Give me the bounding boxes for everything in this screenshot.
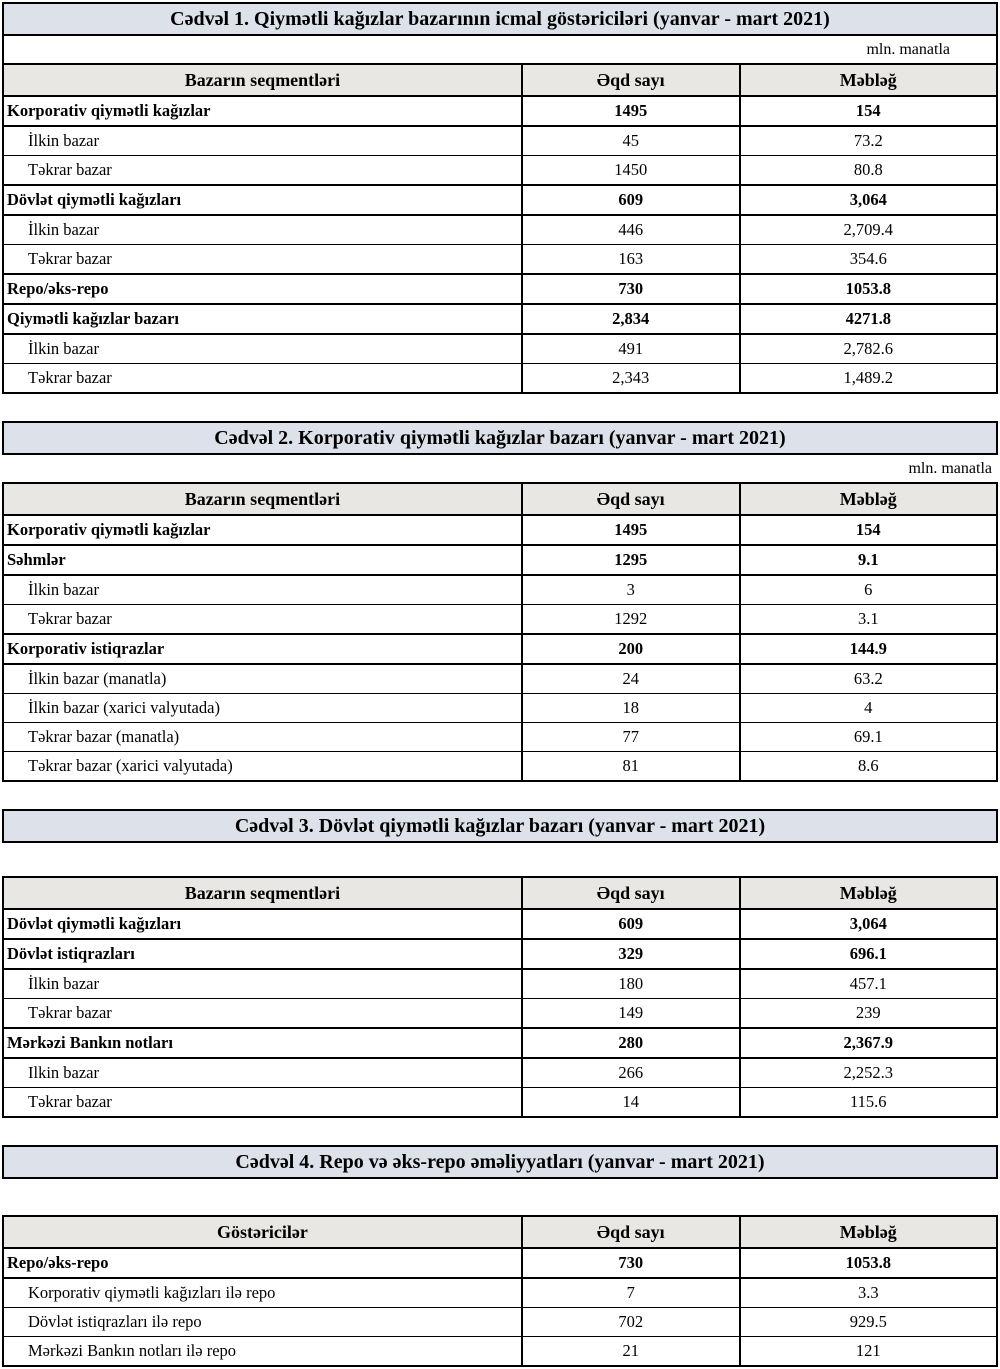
segment-label: Səhmlər <box>3 545 522 575</box>
column-header-indicators: Göstəricilər <box>3 1216 522 1248</box>
segment-label: Korporativ qiymətli kağızlar <box>3 96 522 126</box>
table-row <box>3 575 997 605</box>
segment-label: Qiymətli kağızlar bazarı <box>3 304 522 334</box>
deal-count-value: 1292 <box>522 605 740 635</box>
table-row <box>3 634 997 664</box>
amount-value: 354.6 <box>740 245 997 275</box>
deal-count-value: 81 <box>522 752 740 782</box>
deal-count-value: 200 <box>522 634 740 664</box>
deal-count-value: 280 <box>522 1028 740 1058</box>
table-row <box>3 939 997 969</box>
column-header-segments: Bazarın seqmentləri <box>3 877 522 909</box>
table-row <box>3 1088 997 1118</box>
amount-value: 3.1 <box>740 605 997 635</box>
table-row <box>3 664 997 694</box>
table-row <box>3 156 997 186</box>
column-header-segments: Bazarın seqmentləri <box>3 64 522 96</box>
amount-value: 154 <box>740 96 997 126</box>
spacer <box>2 843 998 876</box>
table2-units-note: mln. manatla <box>2 455 998 482</box>
amount-value: 121 <box>740 1337 997 1367</box>
segment-label: Təkrar bazar <box>3 1088 522 1118</box>
table-row <box>3 723 997 752</box>
table3-title: Cədvəl 3. Dövlət qiymətli kağızlar bazarı (yanvar - mart 2021) <box>2 809 998 843</box>
table1-title: Cədvəl 1. Qiymətli kağızlar bazarının icmal göstəriciləri (yanvar - mart 2021) <box>2 2 998 36</box>
amount-value: 3,064 <box>740 909 997 939</box>
deal-count-value: 1495 <box>522 96 740 126</box>
table-row <box>3 274 997 304</box>
deal-count-value: 730 <box>522 1248 740 1278</box>
column-header-segments: Bazarın seqmentləri <box>3 483 522 515</box>
table1-section <box>2 2 998 394</box>
column-header-amount: Məbləğ <box>740 877 997 909</box>
segment-label: Korporativ istiqrazlar <box>3 634 522 664</box>
amount-value: 1053.8 <box>740 274 997 304</box>
table2-title: Cədvəl 2. Korporativ qiymətli kağızlar bazarı (yanvar - mart 2021) <box>2 421 998 455</box>
column-header-amount: Məbləğ <box>740 483 997 515</box>
column-header-amount: Məbləğ <box>740 64 997 96</box>
amount-value: 3.3 <box>740 1278 997 1308</box>
table2-section <box>2 421 998 782</box>
amount-value: 696.1 <box>740 939 997 969</box>
table-row <box>3 1028 997 1058</box>
deal-count-value: 730 <box>522 274 740 304</box>
segment-label: İlkin bazar (xarici valyutada) <box>3 694 522 723</box>
table1-units-note: mln. manatla <box>2 36 998 63</box>
segment-label: Təkrar bazar (xarici valyutada) <box>3 752 522 782</box>
deal-count-value: 2,834 <box>522 304 740 334</box>
deal-count-value: 77 <box>522 723 740 752</box>
segment-label: Təkrar bazar <box>3 999 522 1029</box>
table-row <box>3 126 997 156</box>
segment-label: Mərkəzi Bankın notları ilə repo <box>3 1337 522 1367</box>
amount-value: 63.2 <box>740 664 997 694</box>
segment-label: Korporativ qiymətli kağızları ilə repo <box>3 1278 522 1308</box>
amount-value: 2,782.6 <box>740 334 997 364</box>
table-row <box>3 1278 997 1308</box>
table1 <box>2 63 998 394</box>
deal-count-value: 1295 <box>522 545 740 575</box>
segment-label: İlkin bazar <box>3 575 522 605</box>
column-header-amount: Məbləğ <box>740 1216 997 1248</box>
amount-value: 69.1 <box>740 723 997 752</box>
spacer <box>2 1179 998 1215</box>
table-row <box>3 1058 997 1088</box>
segment-label: Dövlət istiqrazları <box>3 939 522 969</box>
table3-header-row <box>3 877 997 909</box>
deal-count-value: 7 <box>522 1278 740 1308</box>
amount-value: 239 <box>740 999 997 1029</box>
deal-count-value: 3 <box>522 575 740 605</box>
deal-count-value: 609 <box>522 185 740 215</box>
deal-count-value: 45 <box>522 126 740 156</box>
column-header-deal-count: Əqd sayı <box>522 64 740 96</box>
segment-label: Dövlət qiymətli kağızları <box>3 909 522 939</box>
segment-label: Repo/əks-repo <box>3 274 522 304</box>
table-row <box>3 909 997 939</box>
amount-value: 2,367.9 <box>740 1028 997 1058</box>
table-row <box>3 1337 997 1367</box>
table-row <box>3 334 997 364</box>
segment-label: Mərkəzi Bankın notları <box>3 1028 522 1058</box>
amount-value: 144.9 <box>740 634 997 664</box>
amount-value: 73.2 <box>740 126 997 156</box>
deal-count-value: 609 <box>522 909 740 939</box>
table-row <box>3 1308 997 1337</box>
segment-label: Təkrar bazar <box>3 364 522 394</box>
amount-value: 2,709.4 <box>740 215 997 245</box>
segment-label: Təkrar bazar (manatla) <box>3 723 522 752</box>
table-row <box>3 245 997 275</box>
deal-count-value: 2,343 <box>522 364 740 394</box>
segment-label: Ilkin bazar <box>3 1058 522 1088</box>
column-header-deal-count: Əqd sayı <box>522 877 740 909</box>
amount-value: 2,252.3 <box>740 1058 997 1088</box>
deal-count-value: 163 <box>522 245 740 275</box>
table-row <box>3 515 997 545</box>
deal-count-value: 21 <box>522 1337 740 1367</box>
deal-count-value: 1495 <box>522 515 740 545</box>
segment-label: Dövlət istiqrazları ilə repo <box>3 1308 522 1337</box>
segment-label: Təkrar bazar <box>3 156 522 186</box>
table-row <box>3 752 997 782</box>
table-row <box>3 304 997 334</box>
deal-count-value: 24 <box>522 664 740 694</box>
amount-value: 457.1 <box>740 969 997 999</box>
amount-value: 8.6 <box>740 752 997 782</box>
amount-value: 154 <box>740 515 997 545</box>
table4-title: Cədvəl 4. Repo və əks-repo əməliyyatları (yanvar - mart 2021) <box>2 1145 998 1179</box>
segment-label: İlkin bazar <box>3 969 522 999</box>
deal-count-value: 446 <box>522 215 740 245</box>
amount-value: 1053.8 <box>740 1248 997 1278</box>
segment-label: Təkrar bazar <box>3 605 522 635</box>
table-row <box>3 605 997 635</box>
table-row <box>3 96 997 126</box>
column-header-deal-count: Əqd sayı <box>522 483 740 515</box>
table-row <box>3 364 997 394</box>
segment-label: İlkin bazar (manatla) <box>3 664 522 694</box>
deal-count-value: 329 <box>522 939 740 969</box>
table3 <box>2 876 998 1118</box>
column-header-deal-count: Əqd sayı <box>522 1216 740 1248</box>
table-row <box>3 999 997 1029</box>
table1-header-row <box>3 64 997 96</box>
deal-count-value: 18 <box>522 694 740 723</box>
amount-value: 3,064 <box>740 185 997 215</box>
amount-value: 6 <box>740 575 997 605</box>
table-row <box>3 185 997 215</box>
table-row <box>3 969 997 999</box>
table-row <box>3 545 997 575</box>
deal-count-value: 14 <box>522 1088 740 1118</box>
amount-value: 4271.8 <box>740 304 997 334</box>
deal-count-value: 266 <box>522 1058 740 1088</box>
table4 <box>2 1215 998 1367</box>
table2-header-row <box>3 483 997 515</box>
table-row <box>3 215 997 245</box>
amount-value: 4 <box>740 694 997 723</box>
deal-count-value: 180 <box>522 969 740 999</box>
segment-label: Dövlət qiymətli kağızları <box>3 185 522 215</box>
segment-label: İlkin bazar <box>3 334 522 364</box>
deal-count-value: 491 <box>522 334 740 364</box>
table4-header-row <box>3 1216 997 1248</box>
amount-value: 80.8 <box>740 156 997 186</box>
amount-value: 9.1 <box>740 545 997 575</box>
amount-value: 929.5 <box>740 1308 997 1337</box>
segment-label: Təkrar bazar <box>3 245 522 275</box>
deal-count-value: 702 <box>522 1308 740 1337</box>
amount-value: 1,489.2 <box>740 364 997 394</box>
table3-section <box>2 809 998 1118</box>
deal-count-value: 1450 <box>522 156 740 186</box>
table2 <box>2 482 998 782</box>
segment-label: Repo/əks-repo <box>3 1248 522 1278</box>
amount-value: 115.6 <box>740 1088 997 1118</box>
deal-count-value: 149 <box>522 999 740 1029</box>
segment-label: İlkin bazar <box>3 126 522 156</box>
segment-label: İlkin bazar <box>3 215 522 245</box>
table4-section <box>2 1145 998 1367</box>
table-row <box>3 1248 997 1278</box>
segment-label: Korporativ qiymətli kağızlar <box>3 515 522 545</box>
table-row <box>3 694 997 723</box>
